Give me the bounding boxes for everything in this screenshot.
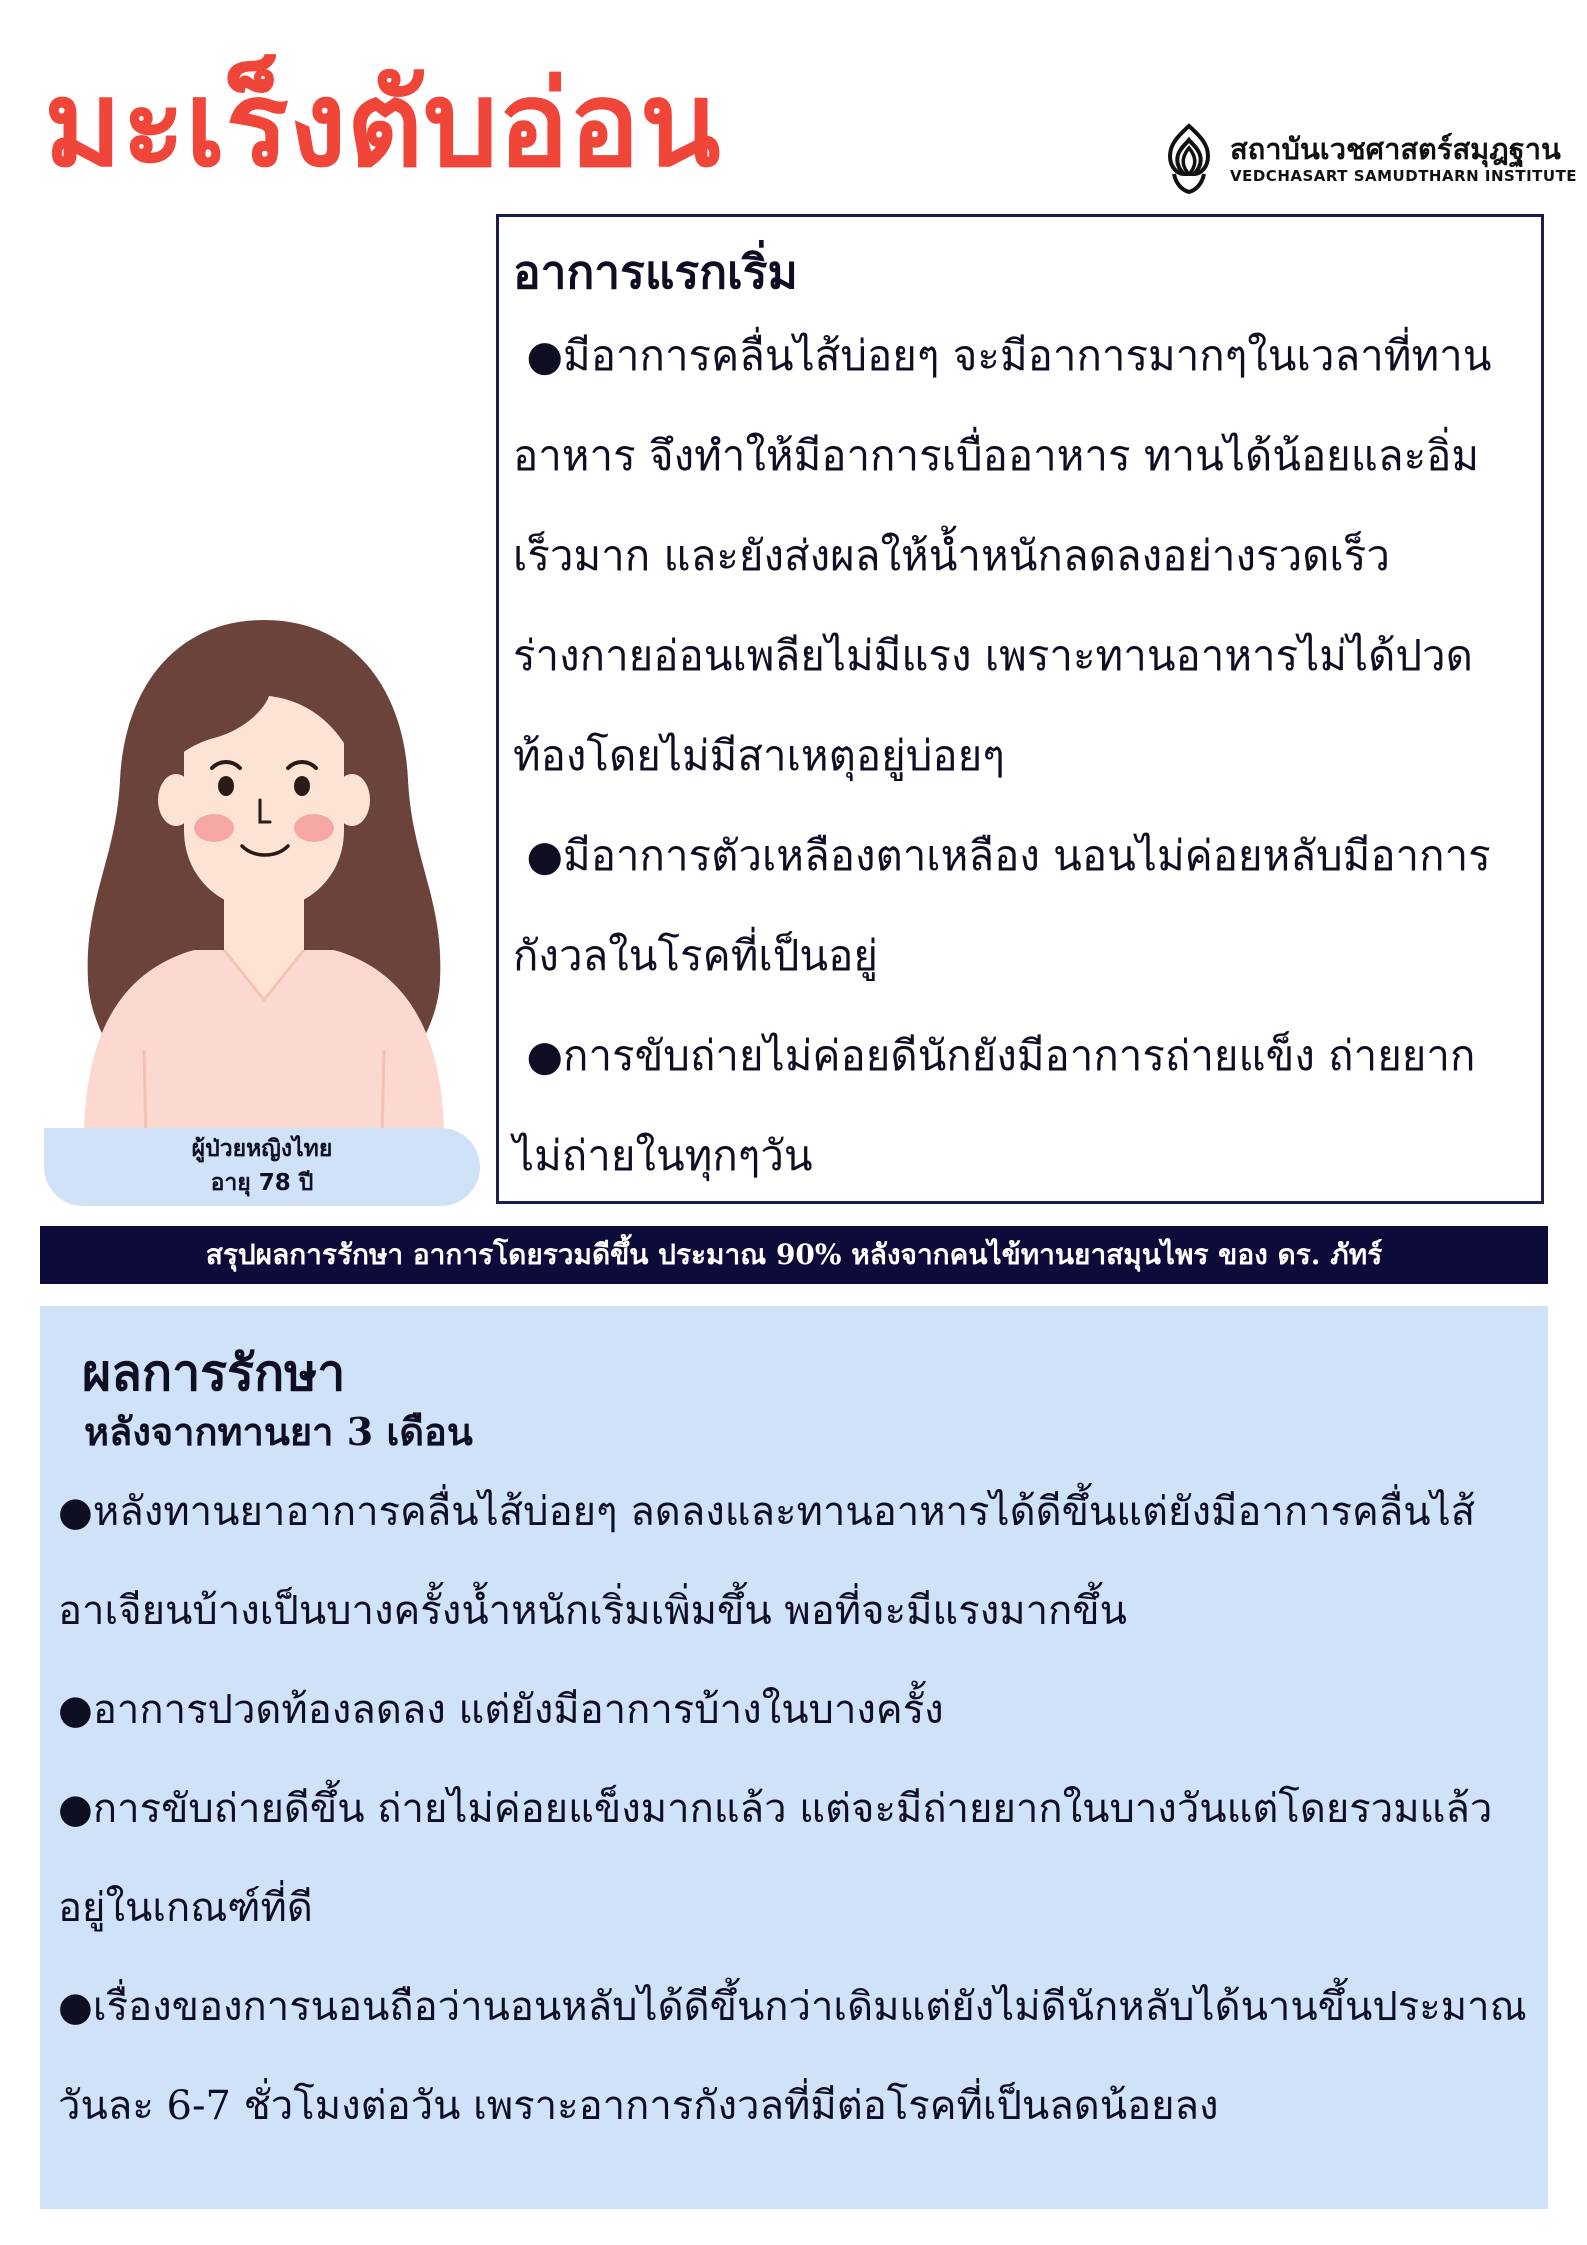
treatment-results-heading: ผลการรักษา (82, 1343, 346, 1402)
patient-illustration (64, 600, 464, 1140)
list-item: ●หลังทานยาอาการคลื่นไส้บ่อยๆ ลดลงและทานอาหารได้ดีขึ้นแต่ยังมีอาการคลื่นไส้อาเจียนบ้างเป็นบางครั้งน้ำหนักเริ่มเพิ่มขึ้น พอที่จะมีแรงมากขึ้น (58, 1488, 1476, 1634)
treatment-results-list (58, 1463, 1528, 2156)
bullet-icon: ● (58, 1785, 93, 1832)
initial-symptoms-box (496, 214, 1544, 1204)
page-title: มะเร็งตับอ่อน (44, 55, 721, 193)
woman-avatar-icon (64, 600, 464, 1140)
bullet-icon: ● (526, 1031, 564, 1081)
list-item: ●เรื่องของการนอนถือว่านอนหลับได้ดีขึ้นกว่าเดิมแต่ยังไม่ดีนักหลับได้นานขึ้นประมาณวันละ 6-7 ชั่วโมงต่อวัน เพราะอาการกังวลที่มีต่อโรคที่เป็นลดน้อยลง (58, 1983, 1527, 2129)
patient-description: ผู้ป่วยหญิงไทย (191, 1136, 333, 1162)
initial-symptoms-list (513, 306, 1529, 1204)
bullet-icon: ● (58, 1983, 93, 2030)
bullet-icon: ● (526, 831, 564, 881)
list-item: ●การขับถ่ายดีขึ้น ถ่ายไม่ค่อยแข็งมากแล้ว แต่จะมีถ่ายยากในบางวันแต่โดยรวมแล้วอยู่ในเกณฑ์ที่ดี (58, 1785, 1493, 1931)
treatment-summary-banner: สรุปผลการรักษา อาการโดยรวมดีขึ้น ประมาณ 90% หลังจากคนไข้ทานยาสมุนไพร ของ ดร. ภัทร์ (40, 1226, 1548, 1284)
initial-symptoms-heading: อาการแรกเริ่ม (513, 245, 798, 299)
bullet-icon: ● (526, 331, 564, 381)
logo-name-thai: สถาบันเวชศาสตร์สมุฎฐาน (1230, 132, 1561, 167)
treatment-duration: หลังจากทานยา 3 เดือน (84, 1409, 473, 1454)
logo-text (1230, 133, 1577, 184)
list-item: ●มีอาการคลื่นไส้บ่อยๆ จะมีอาการมากๆในเวลาที่ทานอาหาร จึงทำให้มีอาการเบื่ออาหาร ทานได้น้อยและอิ่มเร็วมาก และยังส่งผลให้น้ำหนักลดลงอย่างรวดเร็ว ร่างกายอ่อนเพลียไม่มีแรง เพราะทานอาหารไม่ได้ปวดท้องโดยไม่มีสาเหตุอยู่บ่อยๆ (513, 331, 1492, 781)
treatment-results-section (40, 1306, 1548, 2209)
institute-logo (1160, 122, 1577, 196)
list-item: ●มีอาการตัวเหลืองตาเหลือง นอนไม่ค่อยหลับมีอาการกังวลในโรคที่เป็นอยู่ (513, 831, 1491, 981)
institute-logo-icon (1160, 122, 1218, 196)
bullet-icon: ● (58, 1686, 93, 1733)
bullet-icon: ● (58, 1488, 93, 1535)
list-item: ●อาการปวดท้องลดลง แต่ยังมีอาการบ้างในบางครั้ง (58, 1686, 944, 1733)
patient-caption (44, 1128, 480, 1206)
logo-name-english: VEDCHASART SAMUDTHARN INSTITUTE (1230, 166, 1578, 185)
patient-age: อายุ 78 ปี (210, 1170, 314, 1196)
list-item: ●การขับถ่ายไม่ค่อยดีนักยังมีอาการถ่ายแข็ง ถ่ายยาก ไม่ถ่ายในทุกๆวัน (513, 1031, 1476, 1181)
